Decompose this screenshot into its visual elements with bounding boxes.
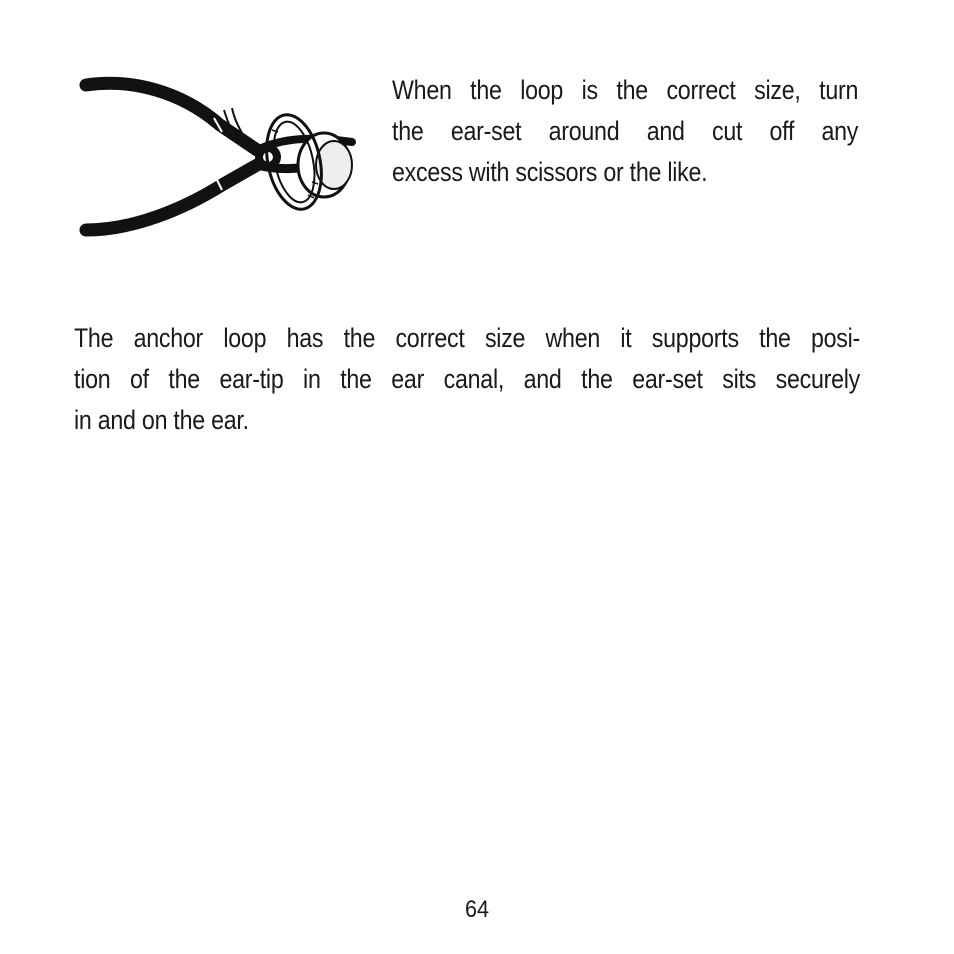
page-number: 64 bbox=[464, 896, 490, 923]
text-line: excess with scissors or the like. bbox=[392, 157, 708, 187]
text-line: the ear-set around and cut off any bbox=[392, 116, 859, 146]
pliers-cutting-ear-set-loop-icon bbox=[72, 70, 362, 245]
pliers-cutting-loop-illustration bbox=[72, 70, 362, 245]
anchor-loop-description bbox=[74, 318, 860, 441]
cutting-instruction-text bbox=[392, 70, 858, 193]
text-line: tion of the ear-tip in the ear canal, and the ear-set sits securely bbox=[74, 364, 861, 394]
text-line: in and on the ear. bbox=[74, 405, 249, 435]
text-line: The anchor loop has the correct size when it supports the posi- bbox=[74, 323, 861, 353]
text-line: When the loop is the correct size, turn bbox=[392, 75, 859, 105]
